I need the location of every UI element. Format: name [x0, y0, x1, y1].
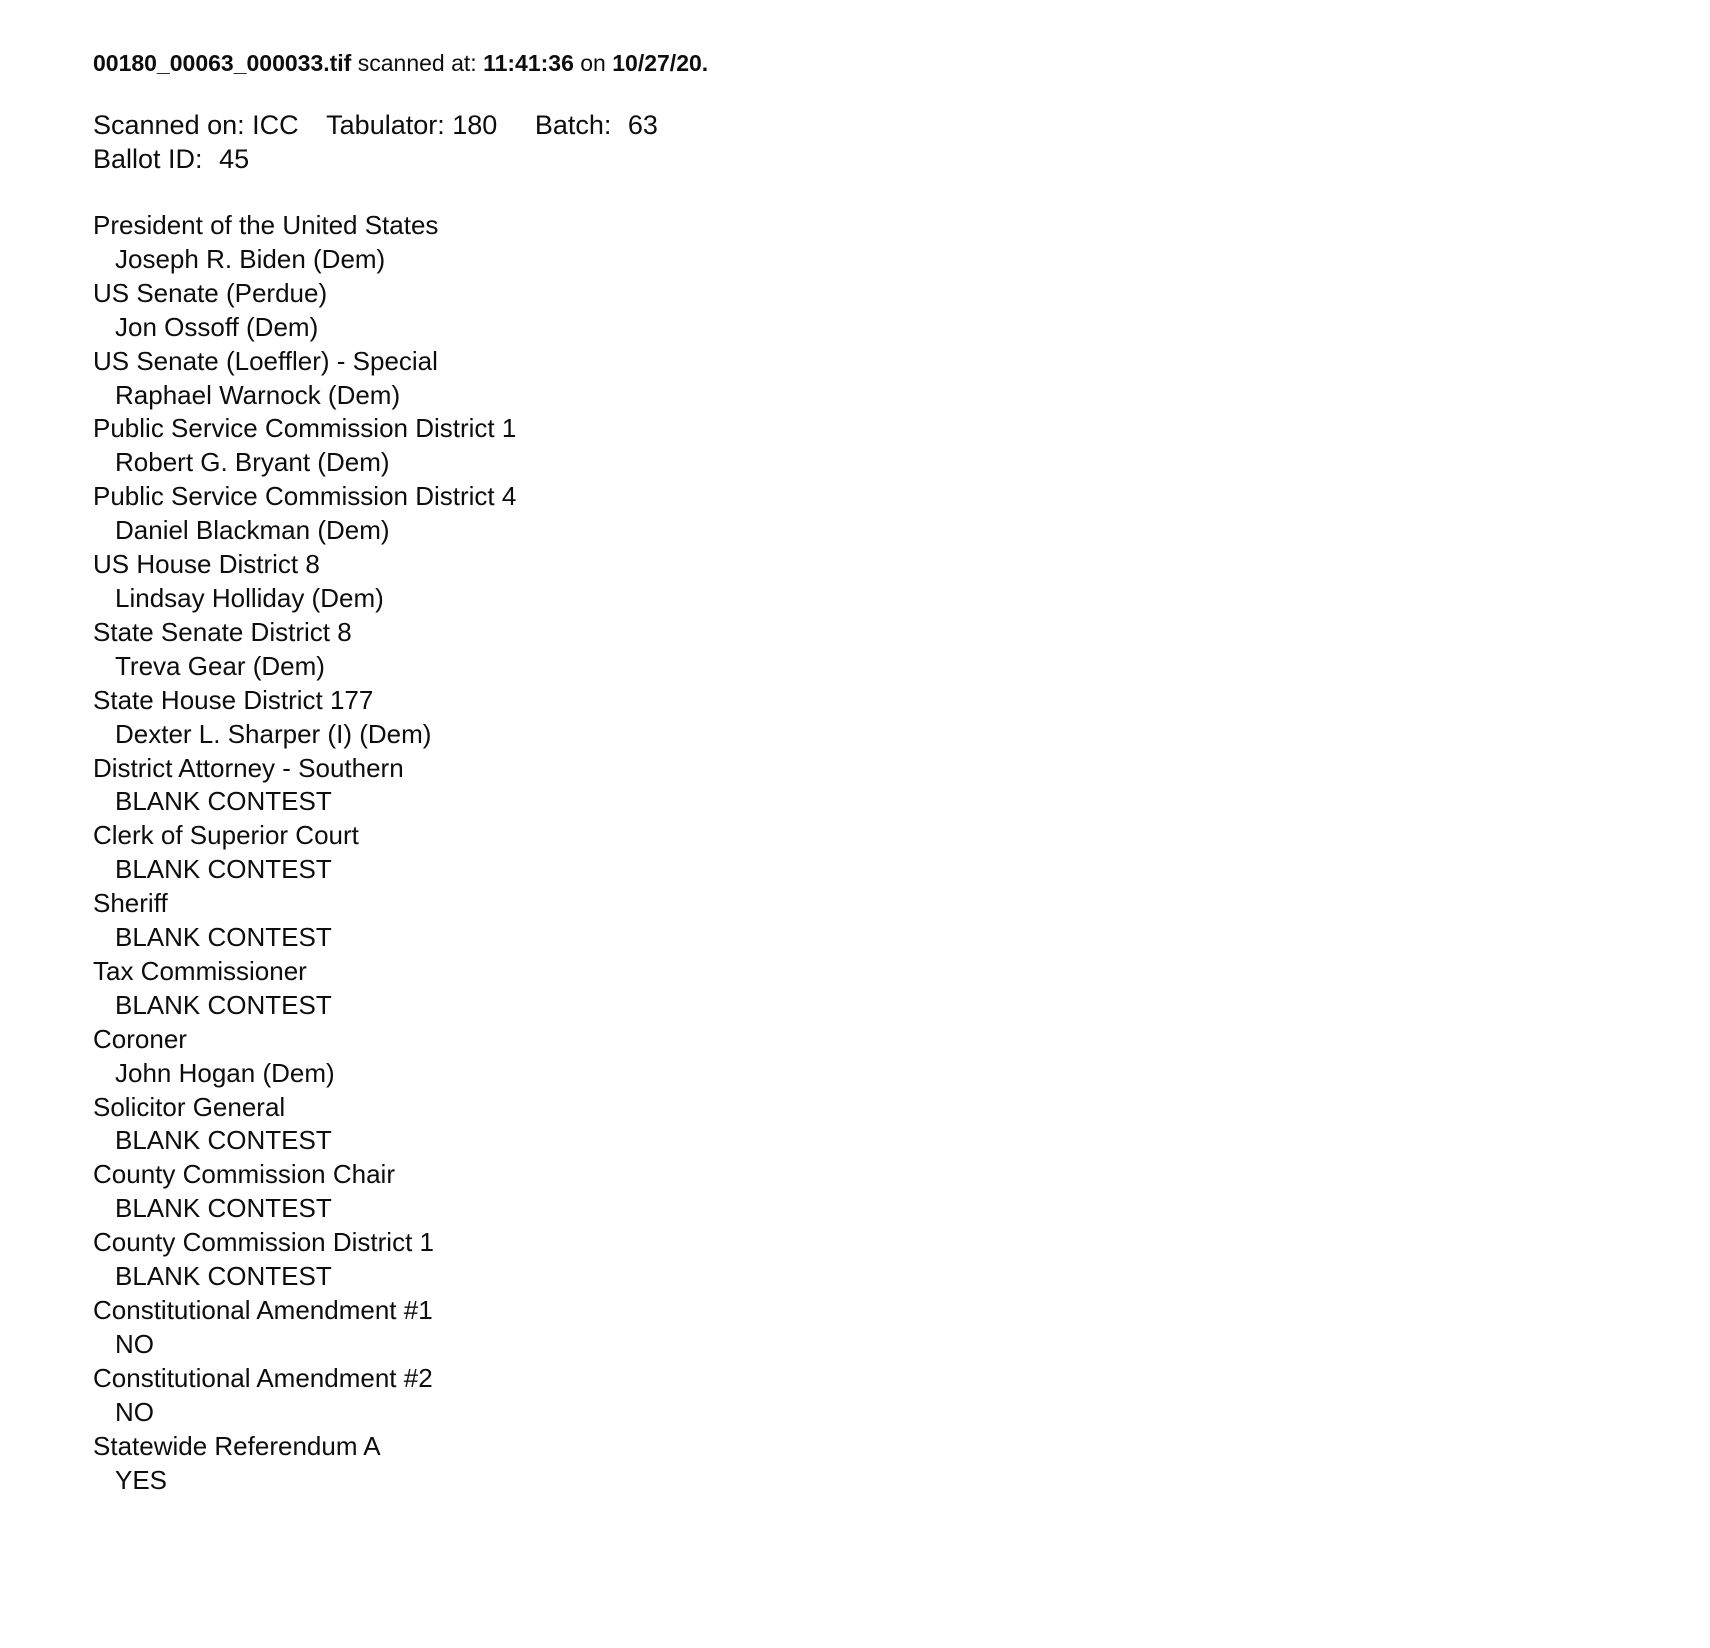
contest-row: [93, 752, 1670, 820]
scan-date: 10/27/20.: [612, 50, 709, 76]
scan-filename-line: [93, 48, 1670, 78]
contest-row: [93, 548, 1670, 616]
batch-label: Batch:: [534, 110, 612, 140]
contest-selection: John Hogan (Dem): [115, 1057, 335, 1088]
ballot-id-label: Ballot ID:: [93, 144, 203, 174]
contest-selection: YES: [115, 1464, 168, 1495]
contest-row: [93, 1158, 1670, 1226]
ballot-id-value: 45: [219, 144, 250, 174]
contest-name: Tax Commissioner: [93, 955, 307, 986]
contest-row: [93, 1226, 1670, 1294]
scanned-at-label: scanned at:: [357, 50, 477, 76]
tabulator-label: Tabulator:: [326, 110, 445, 140]
scanned-on-label: Scanned on:: [93, 110, 245, 140]
contest-selection: Jon Ossoff (Dem): [115, 311, 319, 342]
contest-name: President of the United States: [93, 210, 439, 240]
contest-selection: Robert G. Bryant (Dem): [115, 447, 390, 478]
contest-selection: Raphael Warnock (Dem): [115, 379, 401, 410]
contest-selection: BLANK CONTEST: [115, 1261, 332, 1292]
contest-name: State Senate District 8: [93, 616, 352, 647]
contest-name: Constitutional Amendment #1: [93, 1295, 433, 1325]
scan-time: 11:41:36: [483, 50, 574, 76]
contest-row: [93, 209, 1670, 277]
contest-name: State House District 177: [93, 684, 374, 715]
contest-row: [93, 1091, 1670, 1159]
contest-name: County Commission Chair: [93, 1159, 395, 1190]
contest-selection: Daniel Blackman (Dem): [115, 515, 390, 546]
contest-selection: BLANK CONTEST: [115, 922, 332, 953]
contest-selection: Dexter L. Sharper (I) (Dem): [115, 718, 432, 749]
contest-selection: NO: [115, 1328, 154, 1359]
ballot-id-line: [93, 142, 1670, 176]
contest-row: [93, 1430, 1670, 1498]
contest-row: [93, 1023, 1670, 1091]
batch-value: 63: [627, 110, 658, 140]
contest-row: [93, 616, 1670, 684]
contest-name: County Commission District 1: [93, 1227, 434, 1258]
contest-selection: BLANK CONTEST: [115, 1193, 332, 1224]
contest-name: Constitutional Amendment #2: [93, 1362, 433, 1393]
contest-name: US Senate (Loeffler) - Special: [93, 345, 438, 376]
contest-selection: Lindsay Holliday (Dem): [115, 582, 384, 613]
contest-name: Clerk of Superior Court: [93, 820, 359, 851]
contest-row: [93, 684, 1670, 752]
scanned-on-value: ICC: [252, 110, 299, 140]
contest-row: [93, 1362, 1670, 1430]
contest-row: [93, 345, 1670, 413]
contest-selection: BLANK CONTEST: [115, 1125, 332, 1156]
contest-row: [93, 887, 1670, 955]
contest-selection: BLANK CONTEST: [115, 989, 332, 1020]
contest-name: Statewide Referendum A: [93, 1430, 381, 1461]
contest-selection: BLANK CONTEST: [115, 786, 332, 817]
scan-meta-block: [93, 108, 1670, 176]
on-label: on: [580, 50, 606, 76]
contest-row: [93, 412, 1670, 480]
contest-name: US Senate (Perdue): [93, 277, 328, 308]
tabulator-value: 180: [452, 110, 498, 140]
contest-name: US House District 8: [93, 549, 320, 580]
contest-name: Public Service Commission District 1: [93, 413, 517, 444]
scan-meta-line: [93, 108, 1670, 142]
contest-selection: Treva Gear (Dem): [115, 650, 325, 681]
contest-selection: NO: [115, 1396, 154, 1427]
contest-row: [93, 819, 1670, 887]
contest-name: Solicitor General: [93, 1091, 286, 1122]
contest-name: District Attorney - Southern: [93, 752, 404, 783]
contest-name: Public Service Commission District 4: [93, 481, 517, 512]
contest-row: [93, 1294, 1670, 1362]
contest-row: [93, 277, 1670, 345]
contest-selection: Joseph R. Biden (Dem): [115, 243, 386, 274]
contest-row: [93, 480, 1670, 548]
contest-selection: BLANK CONTEST: [115, 854, 332, 885]
scan-filename: 00180_00063_000033.tif: [93, 50, 352, 76]
contest-row: [93, 955, 1670, 1023]
contest-name: Coroner: [93, 1023, 187, 1054]
contest-name: Sheriff: [93, 888, 168, 919]
contest-list: [93, 209, 1670, 1497]
